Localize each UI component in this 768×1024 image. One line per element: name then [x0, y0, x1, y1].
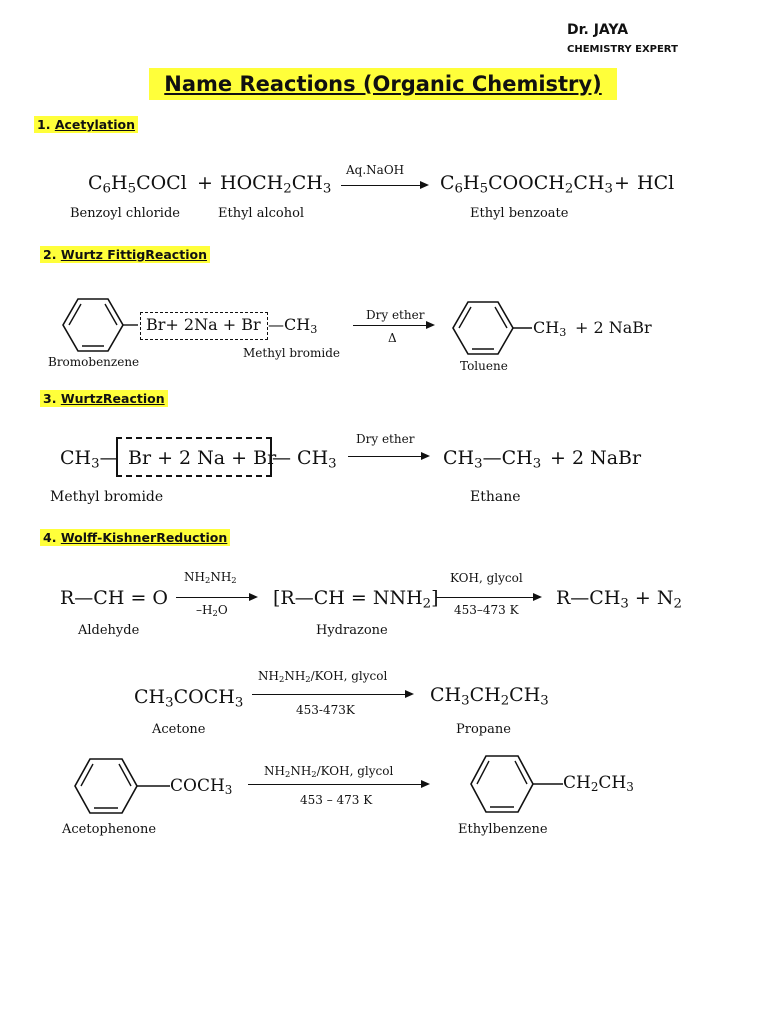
heat-symbol: Δ	[388, 331, 397, 345]
reagent-label: 453–473 K	[454, 603, 519, 617]
plus-sign: +	[614, 172, 630, 194]
section-name: WurtzReaction	[60, 391, 165, 406]
author-name: Dr. JAYA	[567, 22, 629, 38]
compound-label: Benzoyl chloride	[70, 206, 180, 221]
reagent-label: Dry ether	[356, 432, 415, 446]
acetone-formula: $CH_3COCH_3$	[134, 686, 244, 711]
box-content: Br + 2 Na + Br	[128, 447, 277, 469]
sodium-reagent: 2Na +	[183, 315, 237, 334]
reaction-arrow	[353, 325, 433, 326]
ethyl-group: $CH_2CH_3$	[563, 773, 634, 794]
plus-sign: +	[165, 315, 179, 334]
hydrazone-formula: [R—CH = $NNH_2$]	[273, 587, 439, 612]
benzene-ring-icon	[58, 296, 138, 354]
reagent-label: 453-473K	[296, 703, 355, 717]
sodium-bromide: + 2 NaBr	[575, 318, 652, 337]
compound-label: Aldehyde	[78, 623, 140, 638]
reagent-label: $-H_2O$	[196, 603, 228, 619]
reagent-label: 453 – 473 K	[300, 793, 373, 807]
compound-label: Acetone	[152, 722, 206, 737]
reagent-label: $NH_2NH_2$/KOH, glycol	[258, 669, 388, 685]
reagent-label: Dry ether	[366, 308, 425, 322]
section-heading-wolff-kishner	[40, 529, 230, 546]
reagent-label: Aq.NaOH	[346, 163, 405, 177]
bromine-atom: Br	[146, 315, 166, 334]
reagent-label: $NH_2NH_2$/KOH, glycol	[264, 764, 394, 780]
section-heading-acetylation	[34, 116, 138, 133]
reaction-arrow	[176, 597, 256, 598]
propane-formula: $CH_3CH_2CH_3$	[430, 684, 549, 709]
box-content	[146, 317, 261, 333]
compound-label: Hydrazone	[316, 623, 388, 638]
compound-label: Ethyl benzoate	[470, 206, 569, 221]
reagent-label: KOH, glycol	[450, 571, 523, 585]
section-name: Acetylation	[54, 117, 135, 132]
benzene-ring-icon	[448, 298, 533, 358]
ethyl-benzoate-formula: $C_6H_5COOCH_2CH_3$	[440, 172, 613, 197]
benzoyl-chloride-formula: $C_6H_5COCl$	[88, 172, 187, 197]
section-number: 4.	[43, 530, 57, 545]
reaction-arrow	[436, 597, 540, 598]
benzene-ring-icon	[70, 755, 170, 817]
bromine-atom: Br	[241, 315, 261, 334]
hcl-formula: HCl	[637, 172, 675, 194]
sodium-bromide: + 2 NaBr	[550, 447, 642, 469]
compound-label: Methyl bromide	[243, 346, 341, 360]
benzene-ring-icon	[466, 752, 566, 816]
methyl-group: $—CH_3$	[268, 315, 318, 336]
methyl-group: $CH_3—$	[60, 447, 119, 472]
compound-label: Propane	[456, 722, 511, 737]
author-role: CHEMISTRY EXPERT	[567, 44, 678, 55]
plus-sign: +	[197, 172, 213, 194]
ethane-formula: $CH_3—CH_3$	[443, 447, 542, 472]
section-heading-wurtz-fittig	[40, 246, 210, 263]
compound-label: Ethylbenzene	[458, 822, 548, 837]
compound-label: Acetophenone	[62, 822, 157, 837]
acetyl-group: $COCH_3$	[170, 776, 233, 797]
compound-label: Methyl bromide	[50, 489, 164, 505]
compound-label: Bromobenzene	[48, 355, 140, 369]
compound-label: Ethyl alcohol	[218, 206, 305, 221]
section-number: 1.	[37, 117, 51, 132]
compound-label: Toluene	[460, 359, 508, 373]
reaction-arrow	[248, 784, 428, 785]
alkane-formula: $R—CH_3 + N_2$	[556, 587, 682, 612]
methyl-group: $CH_3$	[533, 318, 567, 339]
section-name: Wolff-KishnerReduction	[60, 530, 228, 545]
reaction-arrow	[348, 456, 428, 457]
section-number: 2.	[43, 247, 57, 262]
page-title: Name Reactions (Organic Chemistry)	[149, 68, 617, 100]
compound-label: Ethane	[470, 489, 521, 505]
section-name: Wurtz FittigReaction	[60, 247, 207, 262]
reaction-arrow	[252, 694, 412, 695]
section-number: 3.	[43, 391, 57, 406]
reaction-arrow	[341, 185, 427, 186]
section-heading-wurtz	[40, 390, 168, 407]
methyl-group: — $CH_3$	[272, 447, 337, 472]
ethyl-alcohol-formula: $HOCH_2CH_3$	[220, 172, 332, 197]
aldehyde-formula: R—CH = O	[60, 587, 168, 609]
reagent-label: $NH_2NH_2$	[184, 570, 237, 586]
